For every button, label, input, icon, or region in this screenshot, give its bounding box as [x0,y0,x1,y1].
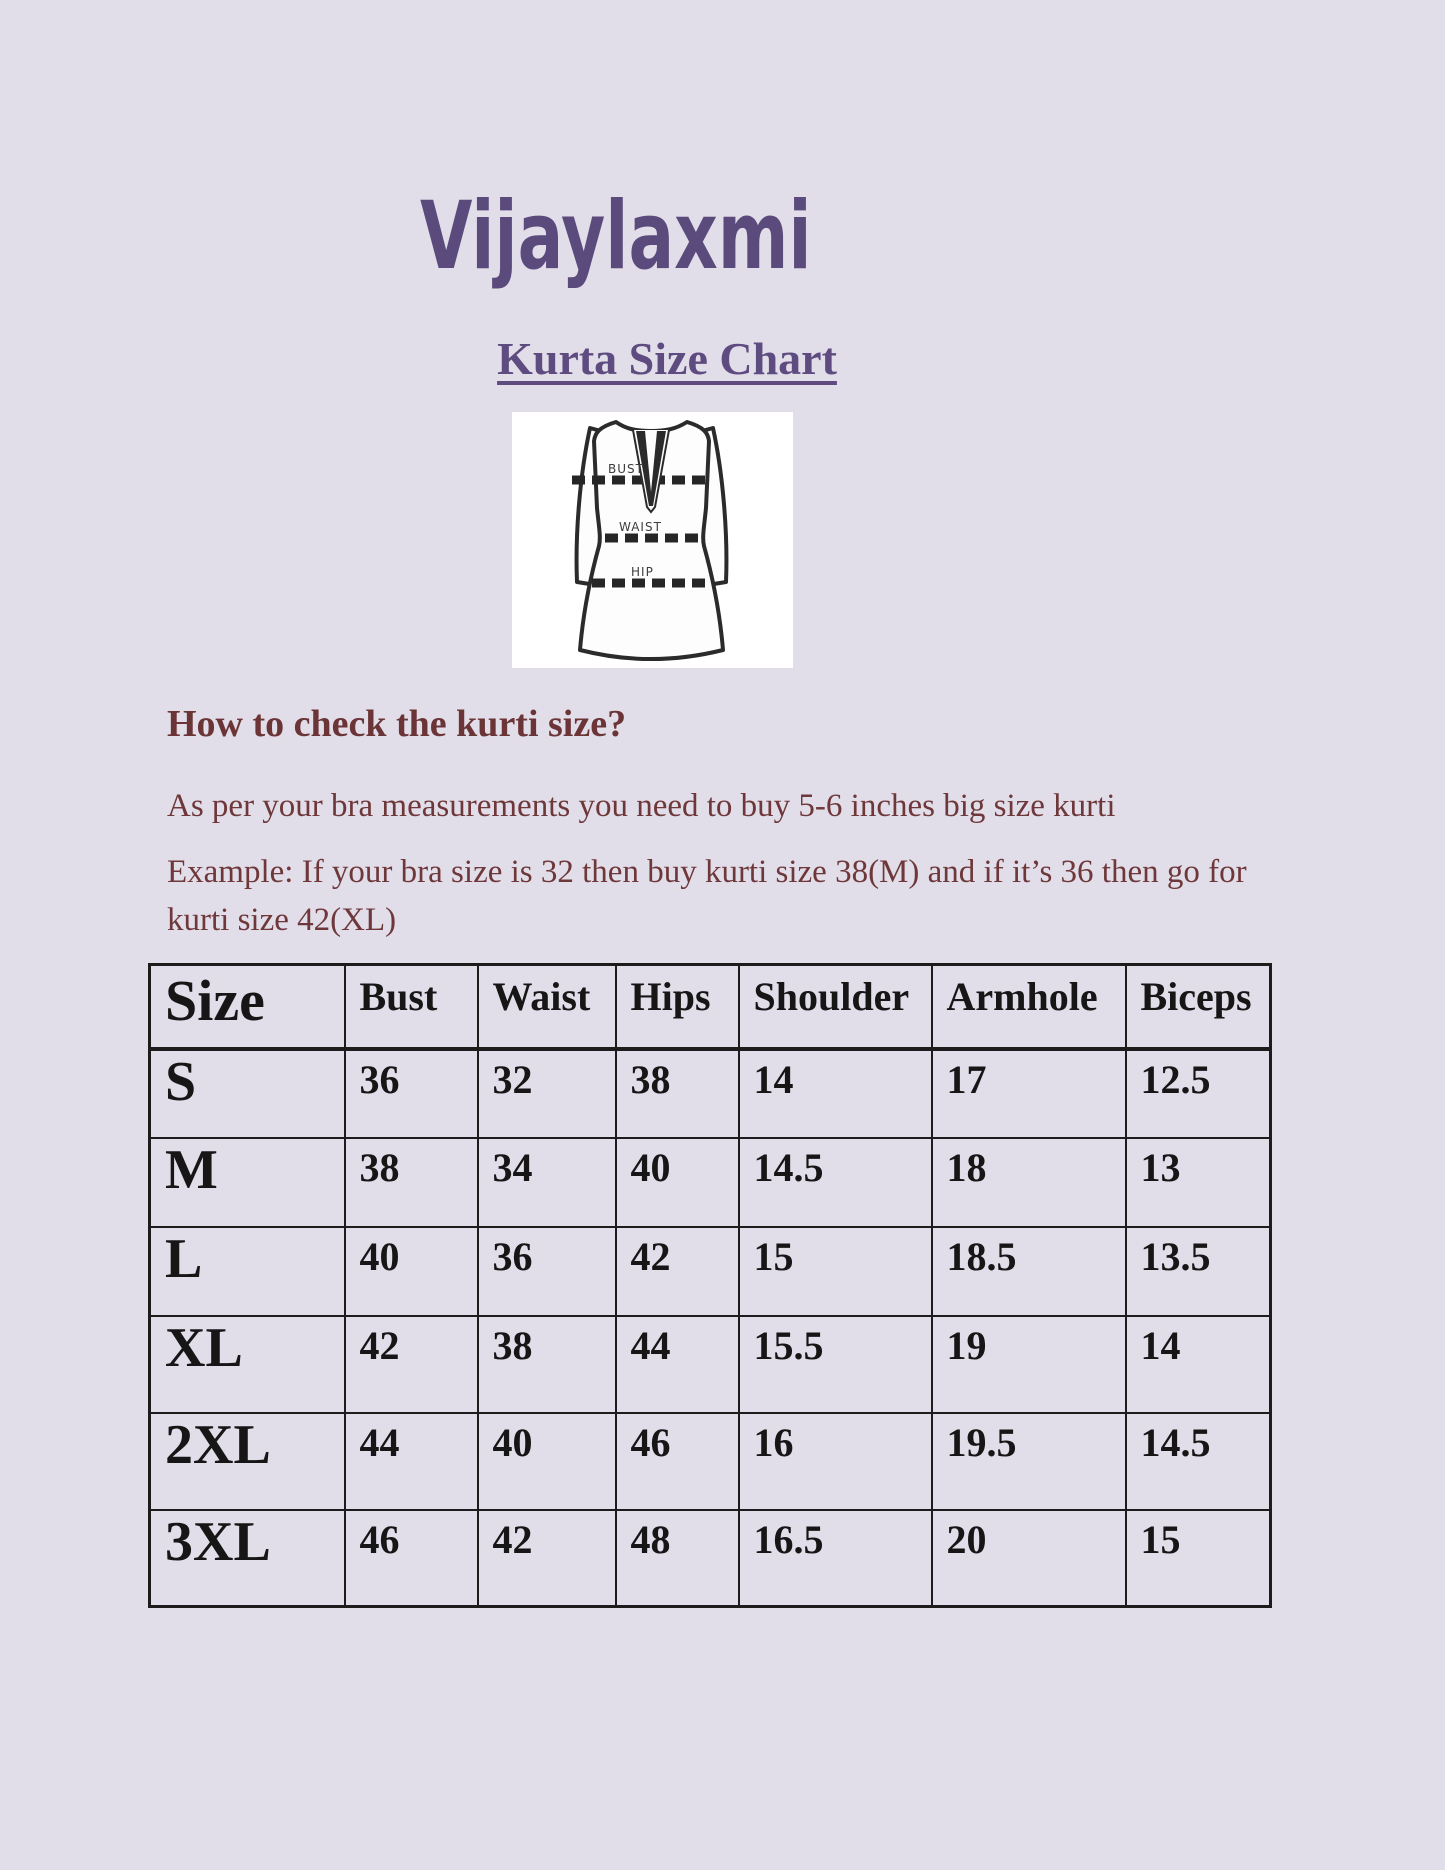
column-header-size: Size [150,965,345,1049]
measurement-cell: 14 [1126,1316,1271,1413]
measurement-cell: 36 [345,1049,478,1138]
measurement-cell: 48 [616,1510,739,1607]
size-table-body [150,1049,1271,1607]
kurti-figure [512,412,793,668]
measurement-cell: 20 [932,1510,1126,1607]
measurement-cell: 46 [345,1510,478,1607]
measurement-cell: 38 [616,1049,739,1138]
measurement-cell: 17 [932,1049,1126,1138]
measurement-cell: 42 [345,1316,478,1413]
measurement-cell: 40 [616,1138,739,1227]
table-row [150,1510,1271,1607]
measurement-cell: 40 [478,1413,616,1510]
measurement-cell: 16 [739,1413,932,1510]
measurement-cell: 18 [932,1138,1126,1227]
measurement-cell: 36 [478,1227,616,1316]
measurement-cell: 38 [478,1316,616,1413]
bust-label: BUST [608,462,644,476]
table-row [150,1138,1271,1227]
measurement-cell: 14 [739,1049,932,1138]
column-header-armhole: Armhole [932,965,1126,1049]
measurement-cell: 16.5 [739,1510,932,1607]
size-label-cell: L [150,1227,345,1316]
measurement-cell: 13 [1126,1138,1271,1227]
paragraph-example: Example: If your bra size is 32 then buy kurti size 38(M) and if it’s 36 then go for kurti size 42(XL) [167,854,1247,938]
measurement-cell: 44 [345,1413,478,1510]
size-label-cell: XL [150,1316,345,1413]
section-heading: How to check the kurti size? [167,703,627,745]
column-header-bust: Bust [345,965,478,1049]
column-header-waist: Waist [478,965,616,1049]
measurement-cell: 34 [478,1138,616,1227]
size-chart-table [148,963,1272,1608]
measurement-cell: 14.5 [1126,1413,1271,1510]
size-label-cell: 3XL [150,1510,345,1607]
measurement-cell: 15 [1126,1510,1271,1607]
measurement-cell: 42 [478,1510,616,1607]
brand-logo: Vijaylaxmi [420,182,812,291]
size-label-cell: S [150,1049,345,1138]
hip-label: HIP [631,565,654,579]
measurement-cell: 46 [616,1413,739,1510]
measurement-cell: 18.5 [932,1227,1126,1316]
measurement-cell: 38 [345,1138,478,1227]
page-title: Kurta Size Chart [497,333,837,384]
table-row [150,1049,1271,1138]
measurement-cell: 19.5 [932,1413,1126,1510]
measurement-cell: 13.5 [1126,1227,1271,1316]
measurement-cell: 14.5 [739,1138,932,1227]
column-header-hips: Hips [616,965,739,1049]
size-chart-header [150,965,1271,1049]
waist-label: WAIST [619,520,662,534]
size-label-cell: 2XL [150,1413,345,1510]
measurement-cell: 42 [616,1227,739,1316]
measurement-cell: 12.5 [1126,1049,1271,1138]
column-header-biceps: Biceps [1126,965,1271,1049]
column-header-shoulder: Shoulder [739,965,932,1049]
table-row [150,1413,1271,1510]
measurement-cell: 19 [932,1316,1126,1413]
measurement-cell: 40 [345,1227,478,1316]
size-label-cell: M [150,1138,345,1227]
measurement-cell: 15 [739,1227,932,1316]
table-row [150,1316,1271,1413]
kurti-measurement-diagram [512,412,793,668]
header-row [150,965,1271,1049]
measurement-cell: 32 [478,1049,616,1138]
table-row [150,1227,1271,1316]
measurement-cell: 15.5 [739,1316,932,1413]
measurement-cell: 44 [616,1316,739,1413]
paragraph-measurements: As per your bra measurements you need to buy 5-6 inches big size kurti [167,788,1116,824]
